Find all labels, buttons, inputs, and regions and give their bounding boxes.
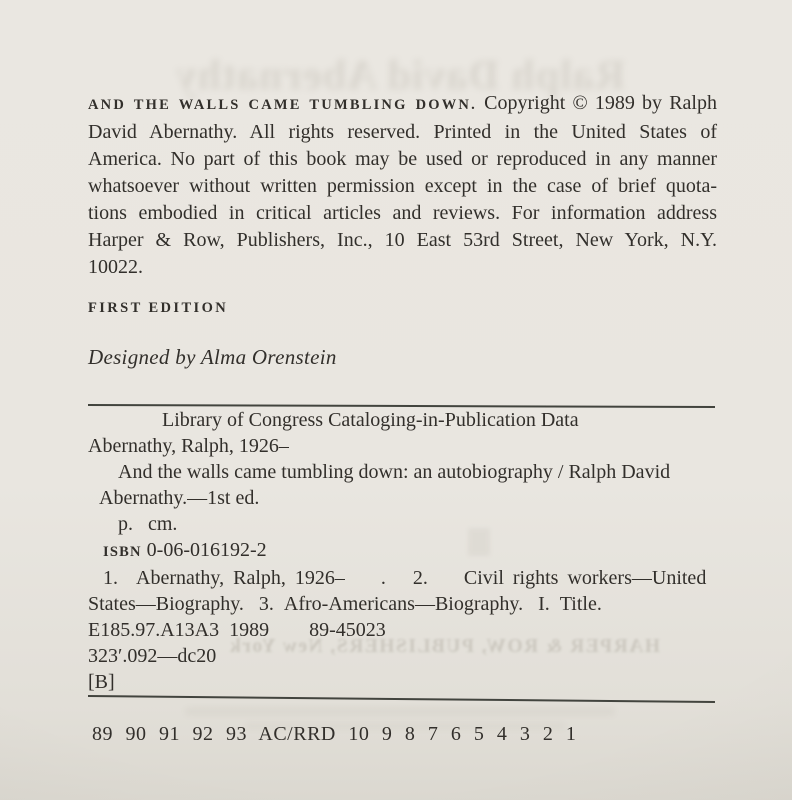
isbn-label: ISBN bbox=[103, 544, 142, 560]
cip-heading: Library of Congress Cataloging-in-Publication Data bbox=[162, 409, 579, 431]
copyright-line: David Abernathy. All rights reserved. Printed in the United States of bbox=[88, 121, 717, 143]
cip-line: States—Biography. 3. Afro-Americans—Biography. I. Title. bbox=[88, 593, 602, 615]
copyright-line: 10022. bbox=[88, 256, 143, 278]
cip-line: 323′.092—dc20 bbox=[88, 645, 217, 667]
cip-line: E185.97.A13A3 1989 89-45023 bbox=[88, 619, 386, 641]
isbn-value: 0-06-016192-2 bbox=[146, 539, 267, 561]
showthrough-title-text: Ralph David Abernathy bbox=[174, 53, 626, 99]
cip-isbn-line bbox=[88, 537, 717, 565]
copyright-line: Harper & Row, Publishers, Inc., 10 East 53rd Street, New York, N.Y. bbox=[88, 229, 717, 251]
edition-notice: FIRST EDITION bbox=[88, 300, 229, 316]
cip-line: And the walls came tumbling down: an autobiography / Ralph David bbox=[118, 461, 671, 483]
cip-line: [B] bbox=[88, 671, 115, 693]
designer-credit: Designed by Alma Orenstein bbox=[88, 345, 337, 369]
copyright-line: tions embodied in critical articles and reviews. For information address bbox=[88, 202, 717, 224]
cip-line: Abernathy, Ralph, 1926– bbox=[88, 435, 289, 457]
cip-line: p. cm. bbox=[118, 513, 178, 535]
showthrough-smudge-line bbox=[185, 707, 615, 716]
divider-rule-bottom bbox=[88, 695, 715, 703]
copyright-line: whatsoever without written permission except in the case of brief quota- bbox=[88, 175, 717, 197]
copyright-notice bbox=[88, 90, 717, 281]
copyright-line-rest: Copyright © 1989 by Ralph bbox=[476, 92, 717, 114]
copyright-line: America. No part of this book may be used or reproduced in any manner bbox=[88, 148, 717, 170]
cip-line: Abernathy.—1st ed. bbox=[99, 487, 260, 509]
printing-line: 89 90 91 92 93 AC/RRD 10 9 8 7 6 5 4 3 2 1 bbox=[92, 723, 577, 745]
showthrough-publisher-imprint: HARPER & ROW, PUBLISHERS, New York bbox=[228, 636, 660, 657]
book-title-smallcaps: AND THE WALLS CAME TUMBLING DOWN. bbox=[88, 97, 477, 113]
cip-line: 1. Abernathy, Ralph, 1926– . 2. Civil rights workers—United bbox=[103, 567, 707, 589]
copyright-line bbox=[88, 90, 717, 119]
